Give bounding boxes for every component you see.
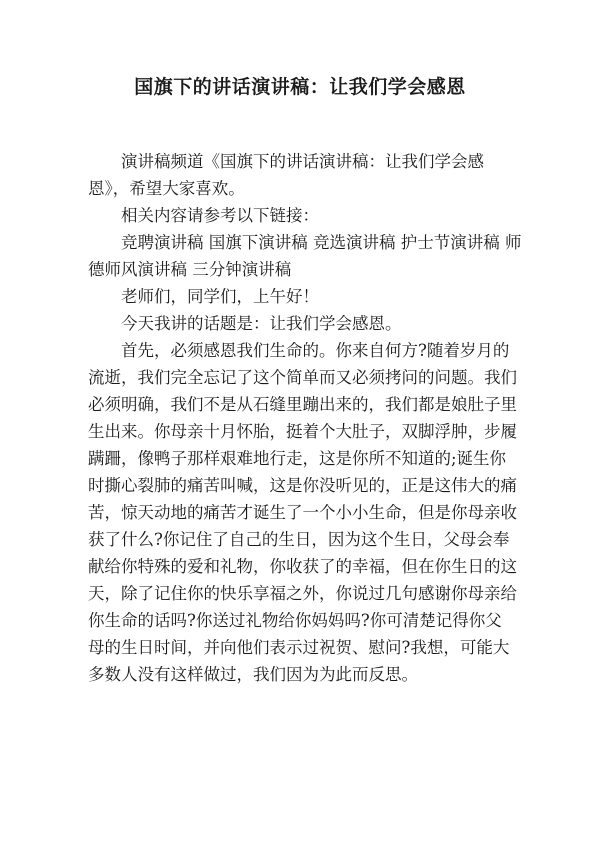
text-line: 流逝，我们完全忘记了这个简单而又必须拷问的问题。我们	[88, 368, 517, 387]
text-line: 首先，必须感恩我们生命的。你来自何方?随着岁月的	[121, 341, 510, 360]
text-line: 苦，惊天动地的痛苦才诞生了一个小小生命，但是你母亲收	[88, 503, 517, 522]
page-title: 国旗下的讲话演讲稿：让我们学会感恩	[134, 76, 466, 98]
text-line: 蹒跚，像鸭子那样艰难地行走，这是你所不知道的;诞生你	[88, 449, 507, 468]
text-line: 获了什么?你记住了自己的生日，因为这个生日，父母会奉	[88, 530, 510, 549]
text-line: 演讲稿频道《国旗下的讲话演讲稿：让我们学会感	[121, 152, 484, 171]
paragraph-related-links	[88, 229, 520, 283]
text-line: 你生命的话吗?你送过礼物给你妈妈吗?你可清楚记得你父	[88, 611, 502, 630]
text-line: 相关内容请参考以下链接：	[121, 206, 319, 225]
text-line: 今天我讲的话题是：让我们学会感恩。	[121, 314, 402, 333]
article-body	[88, 148, 520, 688]
text-line: 老师们，同学们，上午好！	[121, 287, 319, 306]
paragraph-topic	[88, 310, 520, 337]
text-line: 献给你特殊的爱和礼物，你收获了的幸福，但在你生日的这	[88, 557, 517, 576]
text-line: 必须明确，我们不是从石缝里蹦出来的，我们都是娘肚子里	[88, 395, 517, 414]
related-links-line: 竞聘演讲稿 国旗下演讲稿 竞选演讲稿 护士节演讲稿 师	[121, 233, 522, 252]
text-line: 生出来。你母亲十月怀胎，挺着个大肚子，双脚浮肿，步履	[88, 422, 517, 441]
paragraph-main	[88, 337, 520, 688]
text-line: 母的生日时间，并向他们表示过祝贺、慰问?我想，可能大	[88, 638, 510, 657]
paragraph-related-links-heading	[88, 202, 520, 229]
text-line: 恩》，希望大家喜欢。	[88, 179, 245, 198]
paragraph-intro	[88, 148, 520, 202]
text-line: 多数人没有这样做过，我们因为为此而反思。	[88, 665, 418, 684]
text-line: 时撕心裂肺的痛苦叫喊，这是你没听见的，正是这伟大的痛	[88, 476, 517, 495]
related-links-line: 德师风演讲稿 三分钟演讲稿	[88, 260, 292, 279]
paragraph-greeting	[88, 283, 520, 310]
text-line: 天，除了记住你的快乐享福之外，你说过几句感谢你母亲给	[88, 584, 517, 603]
